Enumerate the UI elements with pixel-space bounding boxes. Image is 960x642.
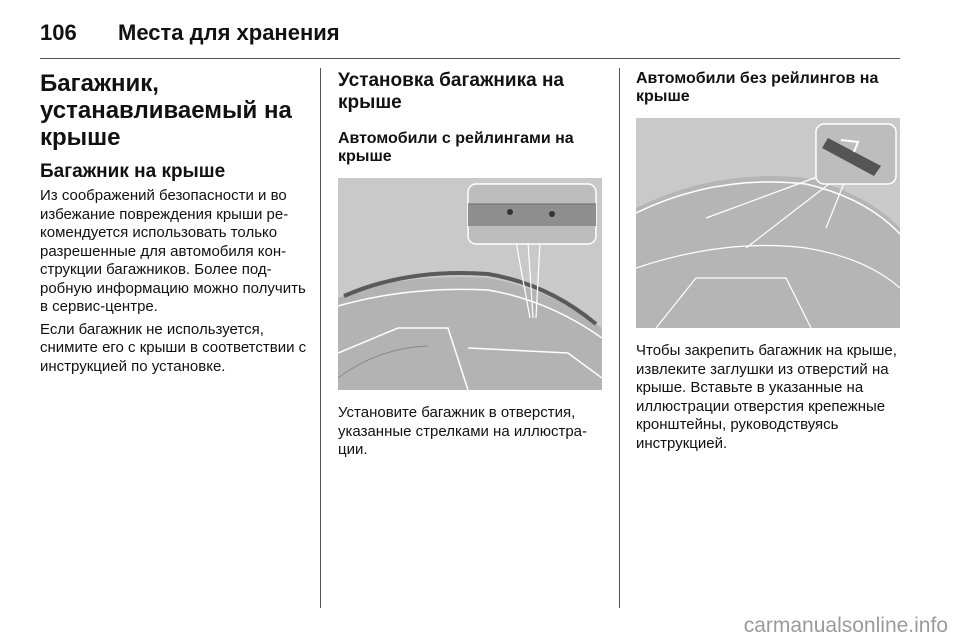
paragraph-with-rails: Установите багажник в отверстия, указанные стрелками на иллюстрации. <box>338 404 588 458</box>
subsection-title: Багажник на крыше <box>40 161 226 182</box>
paragraph-removal: Если багажник не используется, снимите его с крыши в соответствии с инструкцией по установке. <box>40 320 307 375</box>
paragraph-without-rails: Чтобы закрепить багажник на крыше, извлеките заглушки из отверстий на крыше. Вставьте в указанные на иллюстрации отверстия крепежные кронштейны, руководствуясь инструкцией. <box>636 342 897 452</box>
column-divider-2 <box>619 68 620 608</box>
subsection-title-without-rails: Автомобили без рейлингов на крыше <box>636 70 879 105</box>
column-2 <box>338 70 602 464</box>
running-title: Места для хранения <box>118 20 340 45</box>
section-title: Багажник, устанавливаемый на крыше <box>40 70 292 151</box>
column-1 <box>40 70 308 380</box>
paragraph-safety: Из соображений безопасности и во избежание повреждения крыши рекомендуется использовать только разрешенные для автомобиля конструкции багажников. Более подробную информацию можно получить в сервис-центре. <box>40 187 306 315</box>
section-title-installation: Установка багажника на крыше <box>338 70 564 113</box>
page-header <box>40 14 920 46</box>
header-rule <box>40 58 900 59</box>
subsection-title-with-rails: Автомобили с рейлингами на крыше <box>338 130 574 165</box>
page-number: 106 <box>40 20 77 45</box>
column-3 <box>636 70 900 457</box>
illustration-roof-without-rails <box>636 118 900 328</box>
watermark: carmanualsonline.info <box>743 614 948 637</box>
illustration-roof-with-rails <box>338 178 602 390</box>
column-divider-1 <box>320 68 321 608</box>
